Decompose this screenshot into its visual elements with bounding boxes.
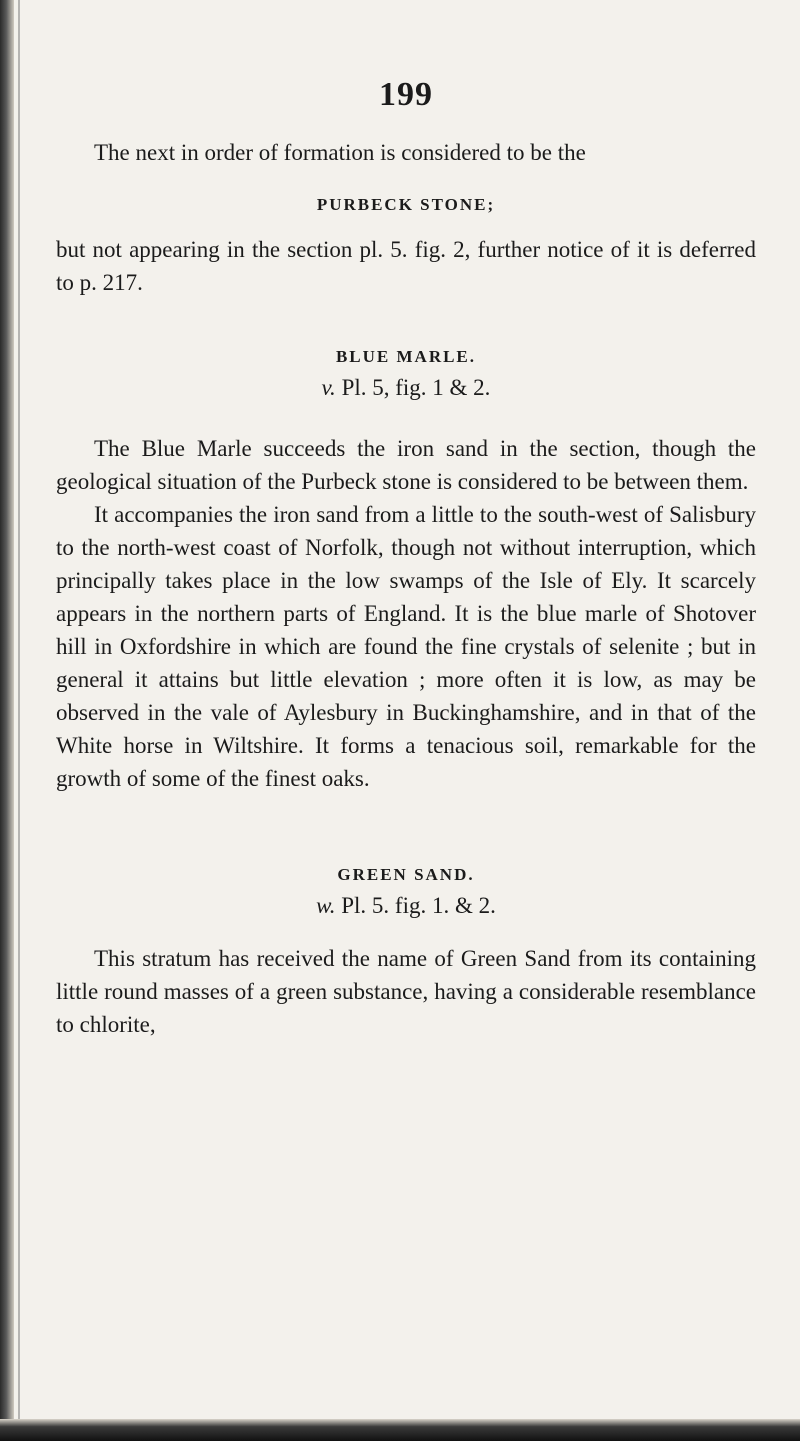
- intro-text: The next in order of formation is considered to be the: [94, 140, 586, 165]
- green-sand-ref-letter: w.: [316, 893, 336, 918]
- blue-marle-ref-text: Pl. 5, fig. 1 & 2.: [341, 375, 491, 400]
- page-bottom-edge: [0, 1419, 800, 1441]
- green-sand-paragraph-1: This stratum has received the name of Green Sand from its containing little round masses of a green substance, having a considerable resemblance to chlorite,: [56, 946, 756, 1037]
- green-sand-heading: GREEN SAND.: [337, 865, 475, 884]
- book-spine-shadow: [0, 0, 14, 1441]
- blue-marle-reference: [56, 371, 756, 404]
- purbeck-heading: PURBECK STONE;: [316, 195, 496, 214]
- blue-marle-paragraph-2: It accompanies the iron sand from a little to the south-west of Salisbury to the north-west coast of Norfolk, though not without interruption, which principally takes place in the low swamps of the Isle of Ely. It scarcely appears in the northern parts of England. It is the blue marle of Shotover hill in Oxfordshire in which are found the fine crystals of selenite ; but in general it attains but little elevation ; more often it is low, as may be observed in the vale of Aylesbury in Buckinghamshire, and in that of the White horse in Wiltshire. It forms a tenacious soil, remarkable for the growth of some of the finest oaks.: [56, 502, 756, 791]
- purbeck-text: but not appearing in the section pl. 5. fig. 2, further notice of it is deferred to p. 217.: [56, 237, 756, 295]
- blue-marle-heading: BLUE MARLE.: [335, 347, 477, 366]
- gutter-line: [18, 0, 20, 1441]
- blue-marle-paragraph-1: The Blue Marle succeeds the iron sand in the section, though the geological situation of the Purbeck stone is considered to be between them.: [56, 436, 756, 494]
- page-number: 199: [379, 76, 433, 113]
- book-page: [56, 76, 756, 1041]
- green-sand-reference: [56, 889, 756, 922]
- blue-marle-ref-letter: v.: [321, 375, 336, 400]
- green-sand-ref-text: Pl. 5. fig. 1. & 2.: [341, 893, 496, 918]
